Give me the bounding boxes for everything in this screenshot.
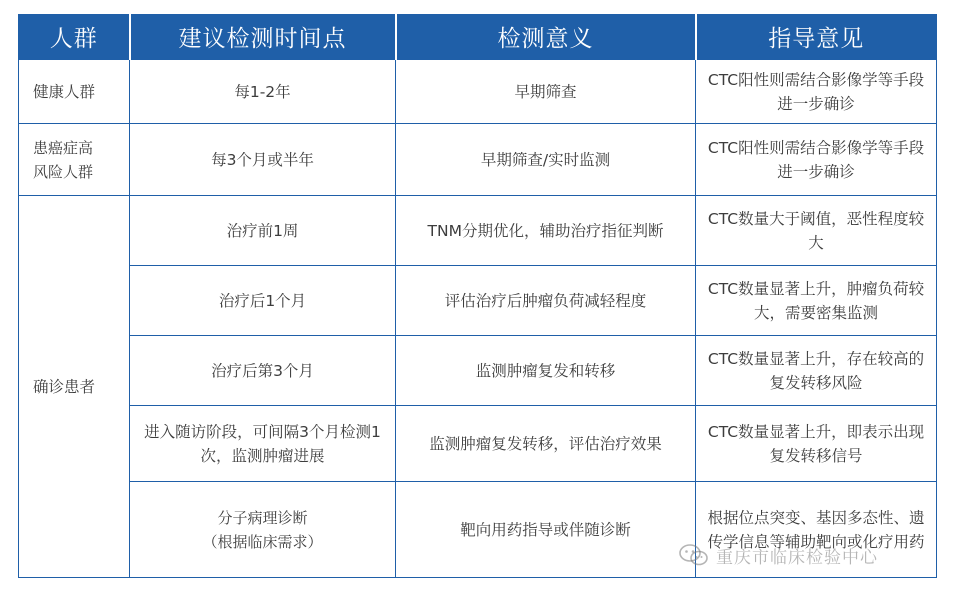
cell-guidance: CTC数量显著上升，即表示出现复发转移信号 xyxy=(696,406,937,482)
table-row xyxy=(19,60,937,124)
cell-meaning: 早期筛查/实时监测 xyxy=(396,124,696,196)
cell-time: 治疗后1个月 xyxy=(130,266,396,336)
group-high-risk xyxy=(19,124,130,196)
table-row xyxy=(19,124,937,196)
watermark-text: 重庆市临床检验中心 xyxy=(716,547,878,568)
table-row xyxy=(19,482,937,578)
cell-time: 治疗前1周 xyxy=(130,196,396,266)
cell-guidance: CTC阳性则需结合影像学等手段进一步确诊 xyxy=(696,124,937,196)
cell-guidance: CTC阳性则需结合影像学等手段进一步确诊 xyxy=(696,60,937,124)
header-significance: 检测意义 xyxy=(396,14,696,60)
cell-time: 每1-2年 xyxy=(130,60,396,124)
table-row xyxy=(19,336,937,406)
table xyxy=(18,14,937,578)
group-diagnosed: 确诊患者 xyxy=(19,196,130,578)
cell-meaning: 监测肿瘤复发转移，评估治疗效果 xyxy=(396,406,696,482)
cell-meaning: 评估治疗后肿瘤负荷减轻程度 xyxy=(396,266,696,336)
cell-guidance: CTC数量显著上升，肿瘤负荷较大，需要密集监测 xyxy=(696,266,937,336)
group-healthy: 健康人群 xyxy=(19,60,130,124)
cell-meaning: TNM分期优化，辅助治疗指征判断 xyxy=(396,196,696,266)
table-header-row xyxy=(19,14,937,60)
header-population: 人群 xyxy=(19,14,130,60)
cell-time: 每3个月或半年 xyxy=(130,124,396,196)
cell-guidance: 根据位点突变、基因多态性、遗传学信息等辅助靶向或化疗用药 xyxy=(696,482,937,578)
cell-time: 治疗后第3个月 xyxy=(130,336,396,406)
table-row xyxy=(19,196,937,266)
cell-time: 进入随访阶段，可间隔3个月检测1次，监测肿瘤进展 xyxy=(130,406,396,482)
cell-guidance: CTC数量大于阈值，恶性程度较大 xyxy=(696,196,937,266)
table-row xyxy=(19,406,937,482)
cell-time-note: （根据临床需求） xyxy=(202,532,323,551)
header-test-time: 建议检测时间点 xyxy=(130,14,396,60)
group-high-risk-line2: 风险人群 xyxy=(33,162,94,181)
group-high-risk-line1: 患癌症高 xyxy=(33,138,94,157)
cell-meaning: 早期筛查 xyxy=(396,60,696,124)
header-guidance: 指导意见 xyxy=(696,14,937,60)
cell-meaning: 监测肿瘤复发和转移 xyxy=(396,336,696,406)
cell-meaning: 靶向用药指导或伴随诊断 xyxy=(396,482,696,578)
cell-time xyxy=(130,482,396,578)
cell-time-main: 分子病理诊断 xyxy=(217,508,308,527)
cell-guidance: CTC数量显著上升，存在较高的复发转移风险 xyxy=(696,336,937,406)
ctc-detection-table xyxy=(18,14,936,578)
table-row xyxy=(19,266,937,336)
